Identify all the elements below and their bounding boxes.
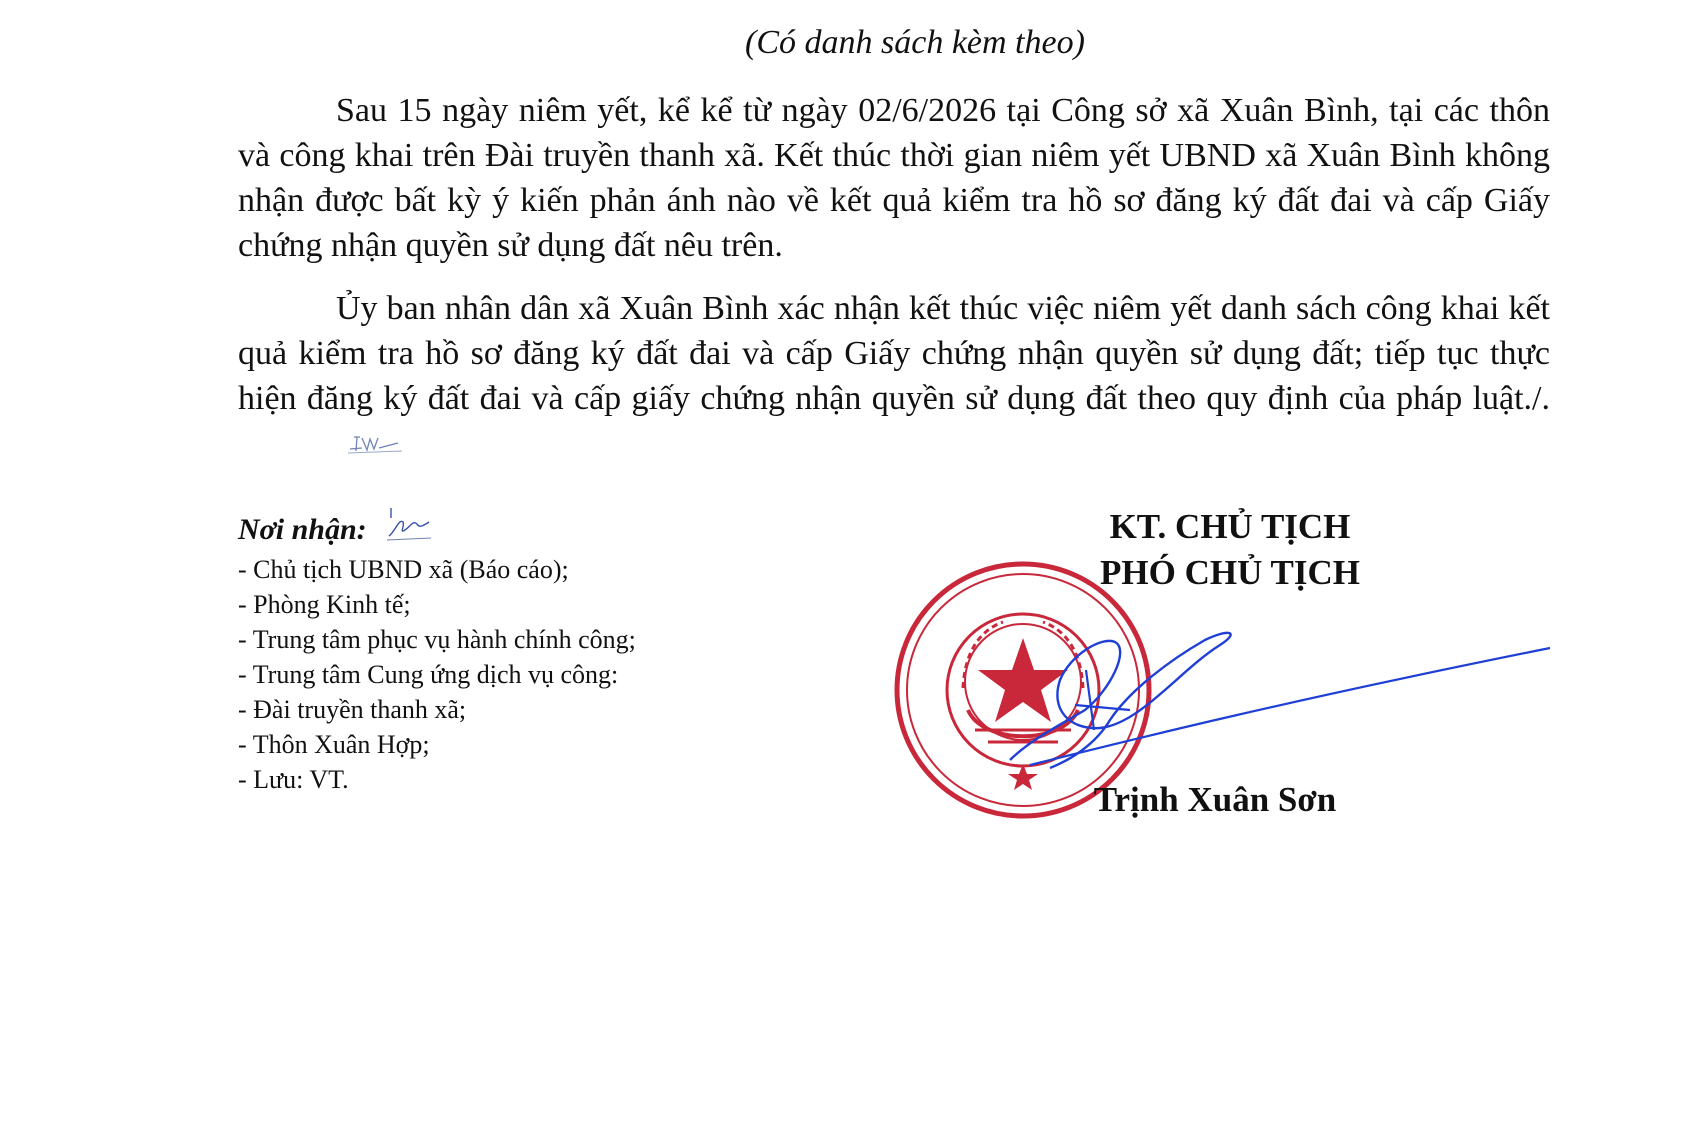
recipients-list — [238, 552, 636, 797]
recipient-item: - Trung tâm Cung ứng dịch vụ công: — [238, 660, 619, 689]
handwritten-signature-icon — [990, 610, 1560, 785]
recipient-item: - Chủ tịch UBND xã (Báo cáo); — [238, 555, 569, 584]
recipients-title — [238, 510, 636, 550]
recipient-item: - Phòng Kinh tế; — [238, 590, 411, 619]
recipient-item: - Đài truyền thanh xã; — [238, 695, 467, 724]
initial-mark-icon — [385, 506, 435, 554]
signer-name: Trịnh Xuân Sơn — [1093, 780, 1337, 819]
paragraph-posting-result — [238, 88, 1550, 268]
recipient-item: - Thôn Xuân Hợp; — [238, 730, 430, 759]
recipient-item: - Lưu: VT. — [238, 765, 349, 794]
signature-title-line2: PHÓ CHỦ TỊCH — [1100, 553, 1360, 592]
paragraph-text: Ủy ban nhân dân xã Xuân Bình xác nhận kết thúc việc niêm yết danh sách công khai kết quả kiểm tra hồ sơ đăng ký đất đai và cấp Giấy chứng nhận quyền sử dụng đất; tiếp tục thực hiện đăng ký đất đai và cấp giấy chứng nhận quyền sử dụng đất theo quy định của pháp luật./. — [238, 290, 1550, 417]
initial-mark-icon — [250, 424, 404, 469]
attachment-note: (Có danh sách kèm theo) — [745, 24, 1085, 61]
recipients-block — [238, 510, 636, 797]
signature-title-line1: KT. CHỦ TỊCH — [1109, 507, 1351, 546]
paragraph-text: Sau 15 ngày niêm yết, kể kể từ ngày 02/6/2026 tại Công sở xã Xuân Bình, tại các thôn và công khai trên Đài truyền thanh xã. Kết thúc thời gian niêm yết UBND xã Xuân Bình không nhận được bất kỳ ý kiến phản ánh nào về kết quả kiểm tra hồ sơ đăng ký đất đai và cấp Giấy chứng nhận quyền sử dụng đất nêu trên. — [238, 92, 1550, 264]
recipient-item: - Trung tâm phục vụ hành chính công; — [238, 625, 636, 654]
recipients-title-text: Nơi nhận: — [238, 513, 367, 546]
paragraph-confirmation — [238, 286, 1550, 469]
